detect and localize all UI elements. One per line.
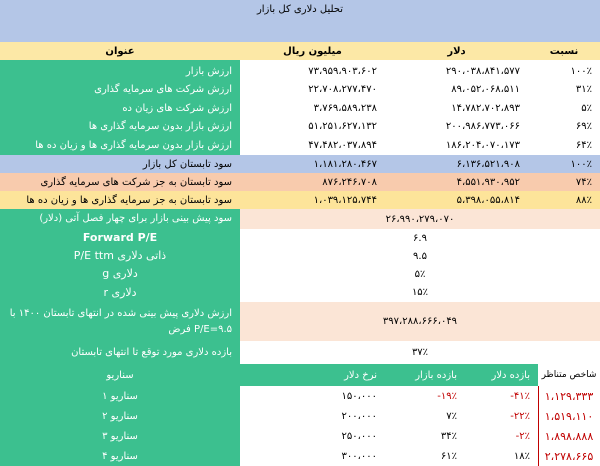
scenario-market-return: ۷٪	[446, 410, 457, 422]
market-row-dollar: ۲۹۰،۰۳۸،۸۴۱،۵۷۷	[445, 65, 520, 77]
assumption-value: ۶.۹	[413, 232, 427, 244]
index-col-header: شاخص متناظر	[541, 370, 597, 380]
scenario-name: سناریو ۲	[102, 410, 138, 422]
scenario-index: ۱،۵۱۹،۱۱۰	[544, 409, 594, 423]
profit-row-rial: ۱،۰۳۹،۱۲۵،۷۴۴	[313, 194, 377, 206]
market-row-ratio: ۶۹٪	[575, 121, 592, 132]
scenario-market-return: ۳۴٪	[440, 430, 457, 442]
assumption-label: ارزش دلاری پیش بینی شده در انتهای تابستان ۱۴۰۰ با فرض P/E=۹.۵	[9, 307, 232, 335]
scenario-name: سناریو ۱	[102, 390, 138, 402]
market-row-title: ارزش بازار بدون سرمایه گذاری ها	[88, 121, 232, 132]
market-row-dollar: ۱۸۶،۲۰۴،۰۷۰،۱۷۳	[445, 139, 520, 151]
assumption-label: r دلاری	[103, 285, 137, 299]
profit-row-title: سود تابستان به جز شرکت های سرمایه گذاری	[40, 176, 232, 188]
market-row-ratio: ۱۰۰٪	[570, 65, 592, 77]
market-row-ratio: ۳۱٪	[575, 84, 592, 95]
dollar-return-col-header: بازده دلار	[491, 369, 530, 381]
profit-row-title: سود تابستان کل بازار	[142, 158, 232, 170]
assumption-label: سود پیش بینی بازار برای چهار فصل آتی (دلار)	[39, 213, 232, 224]
scenario-market-return: -۱۹٪	[437, 390, 457, 402]
market-row-title: ارزش شرکت های زیان ده	[122, 102, 232, 114]
scenario-rate: ۳۰۰،۰۰۰	[341, 450, 377, 462]
assumption-label: Forward P/E	[82, 231, 158, 245]
assumption-value: ۳۷٪	[411, 347, 429, 358]
col-ratio-header: نسبت	[549, 45, 579, 57]
profit-row-ratio: ۷۴٪	[575, 176, 592, 188]
assumption-value: ۲۶،۹۹۰،۲۷۹،۰۷۰	[385, 213, 455, 225]
assumption-value: ۹.۵	[413, 250, 427, 262]
market-row-title: ارزش بازار بدون سرمایه گذاری ها و زیان ده ها	[35, 139, 232, 151]
market-row-ratio: ۵٪	[581, 102, 592, 114]
profit-row-dollar: ۵،۳۹۸،۰۵۵،۸۱۴	[456, 194, 520, 206]
profit-row-dollar: ۴،۵۵۱،۹۳۰،۹۵۲	[456, 176, 520, 188]
col-dollar-header: دلار	[447, 45, 466, 57]
market-row-rial: ۳،۷۶۹،۵۸۹،۲۳۸	[313, 102, 377, 114]
title-bar	[0, 0, 600, 42]
scenario-index: ۱،۸۹۸،۸۸۸	[544, 429, 594, 443]
market-row-rial: ۵۱،۲۵۱،۶۲۷،۱۳۲	[308, 121, 377, 132]
profit-row-dollar: ۶،۱۳۶،۵۲۱،۹۰۸	[456, 158, 520, 170]
profit-row-rial: ۱،۱۸۱،۲۸۰،۴۶۷	[313, 158, 377, 170]
scenario-dollar-return: -۲٪	[515, 430, 530, 442]
assumption-label: بازده دلاری مورد توقع تا انتهای تابستان	[71, 346, 232, 358]
assumption-value: ۱۵٪	[411, 287, 429, 298]
scenario-index: ۱،۱۲۹،۳۳۳	[544, 389, 594, 403]
scenario-rate: ۱۵۰،۰۰۰	[341, 390, 377, 402]
market-row-rial: ۴۷،۴۸۲،۰۳۷،۸۹۴	[308, 139, 377, 151]
assumption-label: P/E ttm ذاتی دلاری	[73, 249, 167, 263]
market-row-title: ارزش شرکت های سرمایه گذاری	[94, 84, 232, 95]
scenario-index: ۲،۲۷۸،۶۶۵	[544, 449, 594, 463]
scenario-col-header: سناریو	[106, 369, 134, 381]
assumption-label: g دلاری	[102, 267, 138, 281]
profit-row-ratio: ۱۰۰٪	[570, 158, 592, 170]
scenario-dollar-return: -۴۱٪	[510, 390, 530, 402]
page-title: تحلیل دلاری کل بازار	[256, 4, 344, 15]
market-row-rial: ۷۳،۹۵۹،۹۰۳،۶۰۲	[308, 65, 377, 77]
profit-row-ratio: ۸۸٪	[575, 194, 592, 206]
market-row-rial: ۲۲،۷۰۸،۲۷۷،۴۷۰	[308, 84, 377, 95]
market-row-title: ارزش بازار	[185, 65, 232, 77]
scenario-rate: ۲۵۰،۰۰۰	[341, 430, 377, 442]
scenario-rate: ۲۰۰،۰۰۰	[341, 410, 377, 422]
assumption-value: ۵٪	[414, 268, 426, 280]
scenario-dollar-return: ۱۸٪	[513, 450, 530, 462]
col-title-header: عنوان	[105, 45, 135, 57]
market-row-dollar: ۱۴،۷۸۲،۷۰۲،۸۹۳	[451, 102, 520, 114]
scenario-dollar-return: -۲۲٪	[510, 410, 530, 422]
market-row-ratio: ۶۴٪	[575, 139, 592, 151]
col-rial-header: میلیون ریال	[283, 45, 342, 57]
market-row-dollar: ۲۰۰،۹۸۶،۷۷۳،۰۶۶	[445, 121, 520, 132]
scenario-name: سناریو ۳	[102, 430, 138, 442]
profit-row-title: سود تابستان به جز سرمایه گذاری ها و زیان ده ها	[26, 194, 232, 206]
market-row-dollar: ۸۹،۰۵۲،۰۶۸،۵۱۱	[451, 84, 520, 95]
assumption-value: ۳۹۷،۲۸۸،۶۶۶،۰۴۹	[382, 316, 458, 327]
profit-row-rial: ۸۷۶،۲۴۶،۷۰۸	[322, 176, 377, 188]
rate-col-header: نرخ دلار	[344, 369, 377, 381]
column-header-row	[0, 42, 600, 60]
market-return-col-header: بازده بازار	[415, 369, 457, 381]
scenario-market-return: ۶۱٪	[440, 450, 457, 462]
scenario-name: سناریو ۴	[102, 450, 138, 462]
